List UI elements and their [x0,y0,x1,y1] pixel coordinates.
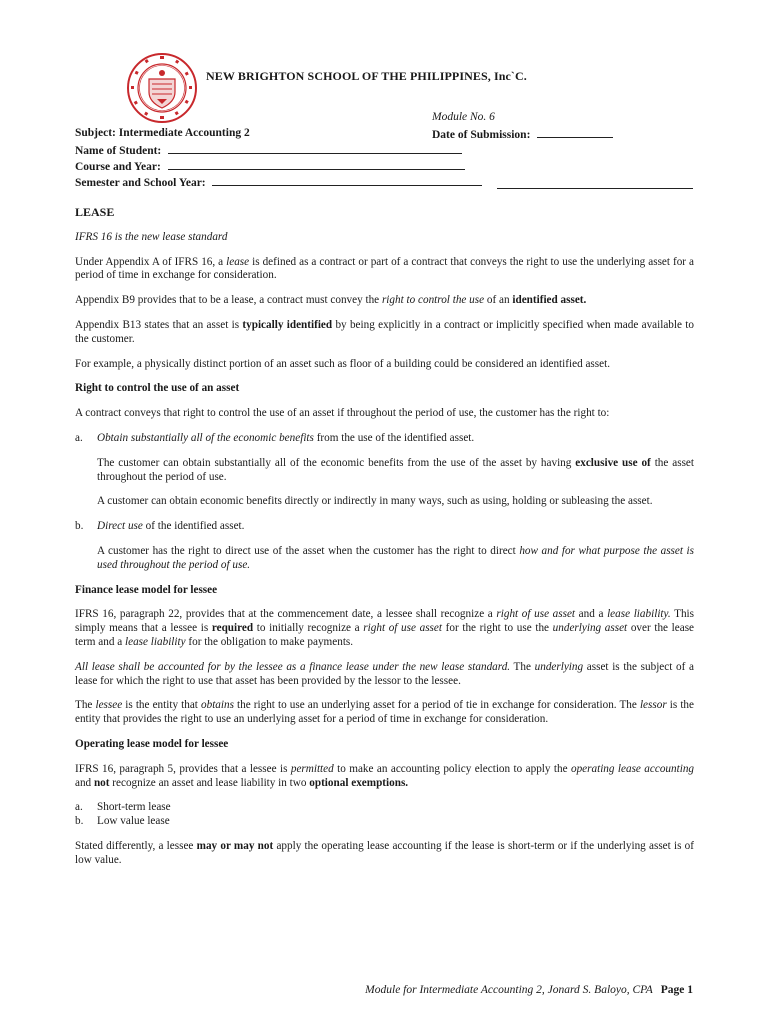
heading-finance-lease: Finance lease model for lessee [75,583,218,596]
semester-field[interactable] [212,175,482,186]
paragraph-economic-benefits: A customer can obtain economic benefits directly or indirectly in many ways, such as using, holding or subleasing the asset. [97,495,653,508]
paragraph-example: For example, a physically distinct portion of an asset such as floor of a building could be considered an identified asset. [75,357,611,370]
paragraph-ifrs16-p5: IFRS 16, paragraph 5, provides that a lessee is permitted to make an accounting policy election to apply the operating lease accounting and not recognize an asset and lease liability in two optional exemptions. [75,762,694,789]
student-name-label: Name of Student: [75,145,162,157]
student-name-field[interactable] [168,143,462,154]
header-rule [497,188,693,189]
paragraph-appendix-b13: Appendix B13 states that an asset is typically identified by being explicitly in a contract or implicitly specified when made available to the customer. [75,318,694,345]
course-year-field[interactable] [168,159,465,170]
semester-row [75,175,482,189]
list-item-b: b. Direct use of the identified asset. [75,520,245,533]
subject-line: Subject: Intermediate Accounting 2 [75,127,250,139]
page-footer [0,984,693,996]
page-number: Page 1 [660,984,693,996]
date-of-submission-label: Date of Submission: [432,129,531,141]
date-of-submission-field[interactable] [537,127,613,138]
section-subtitle: IFRS 16 is the new lease standard [75,230,228,243]
footer-module-text: Module for Intermediate Accounting 2, Jonard S. Baloyo, CPA [365,984,653,996]
paragraph-lease-definition: Under Appendix A of IFRS 16, a lease is defined as a contract or part of a contract that conveys the right to use the underlying asset for a period of time in exchange for consideration. [75,255,694,282]
paragraph-finance-lease-all: All lease shall be accounted for by the lessee as a finance lease under the new lease standard. The underlying asset is the subject of a lease for which the right to use that asset has been provided by the lessor to the lessee. [75,660,694,687]
list-item-low-value: b. Low value lease [75,815,170,828]
course-year-row [75,159,465,173]
paragraph-ifrs16-p22: IFRS 16, paragraph 22, provides that at the commencement date, a lessee shall recognize a right of use asset and a lease liability. This simply means that a lessee is required to initially recognize a right of use asset for the right to use the underlying asset over the lease term and a lease liability for the obligation to make payments. [75,608,695,648]
date-of-submission-row [432,127,613,141]
semester-label: Semester and School Year: [75,177,206,189]
school-seal-logo [126,52,198,124]
module-number: Module No. 6 [432,111,495,123]
heading-right-to-control: Right to control the use of an asset [75,382,240,395]
list-item-a: a. Obtain substantially all of the economic benefits from the use of the identified asset. [75,431,475,444]
paragraph-direct-use: A customer has the right to direct use of the asset when the customer has the right to direct how and for what purpose the asset is used throughout the period of use. [97,544,694,571]
course-year-label: Course and Year: [75,161,161,173]
document-body [75,206,694,879]
student-name-row [75,143,462,157]
school-name: NEW BRIGHTON SCHOOL OF THE PHILIPPINES, Inc`C. [206,69,527,83]
paragraph-appendix-b9: Appendix B9 provides that to be a lease, a contract must convey the right to control the use of an identified asset. [75,294,587,307]
heading-operating-lease: Operating lease model for lessee [75,737,229,750]
paragraph-lessee-lessor: The lessee is the entity that obtains the right to use an underlying asset for a period of tie in exchange for consideration. The lessor is the entity that provides the right to use an underlying asset for a period of time in exchange for consideration. [75,699,694,726]
list-item-short-term: a. Short-term lease [75,801,171,814]
paragraph-exclusive-use: The customer can obtain substantially all of the economic benefits from the use of the asset by having exclusive use of the asset throughout the period of use. [97,456,694,483]
section-title: LEASE [75,205,115,219]
paragraph-contract-conveys: A contract conveys that right to control the use of an asset if throughout the period of use, the customer has the right to: [75,407,610,420]
paragraph-stated-differently: Stated differently, a lessee may or may not apply the operating lease accounting if the lease is short-term or if the underlying asset is of low value. [75,839,694,866]
